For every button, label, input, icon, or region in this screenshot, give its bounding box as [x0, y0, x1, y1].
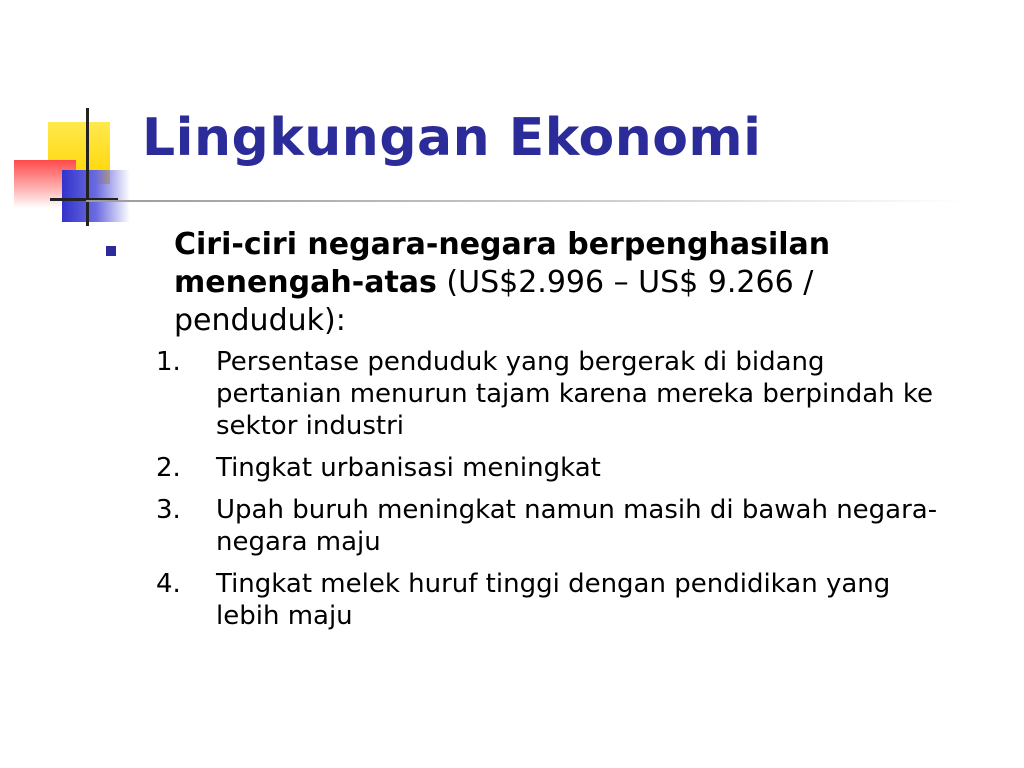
list-item-text: Persentase penduduk yang bergerak di bidang pertanian menurun tajam karena mereka berpindah ke sektor industri — [216, 347, 934, 441]
main-bullet-normal: (US$2.996 – US$ 9.266 / penduduk): — [174, 265, 814, 338]
main-bullet — [100, 226, 980, 340]
list-item-number: 1. — [156, 347, 181, 377]
list-item-number: 2. — [156, 453, 181, 483]
list-item — [156, 568, 946, 632]
logo-blue-square — [62, 170, 130, 222]
list-item-number: 4. — [156, 569, 181, 599]
list-item-number: 3. — [156, 495, 181, 525]
square-bullet-icon — [106, 246, 116, 256]
logo-vertical-line — [86, 108, 89, 226]
numbered-list — [100, 346, 980, 632]
list-item-text: Upah buruh meningkat namun masih di bawah negara-negara maju — [216, 495, 938, 557]
list-item-text: Tingkat melek huruf tinggi dengan pendidikan yang lebih maju — [216, 569, 891, 631]
title-underline — [86, 200, 966, 202]
main-bullet-bold: Ciri-ciri negara-negara berpenghasilan menengah-atas — [174, 227, 831, 300]
decorative-logo — [0, 0, 160, 240]
slide-title: Lingkungan Ekonomi — [142, 108, 762, 168]
list-item-text: Tingkat urbanisasi meningkat — [216, 453, 601, 483]
list-item — [156, 346, 946, 442]
list-item — [156, 452, 946, 484]
main-bullet-text — [174, 226, 980, 340]
slide-content — [100, 226, 980, 642]
list-item — [156, 494, 946, 558]
